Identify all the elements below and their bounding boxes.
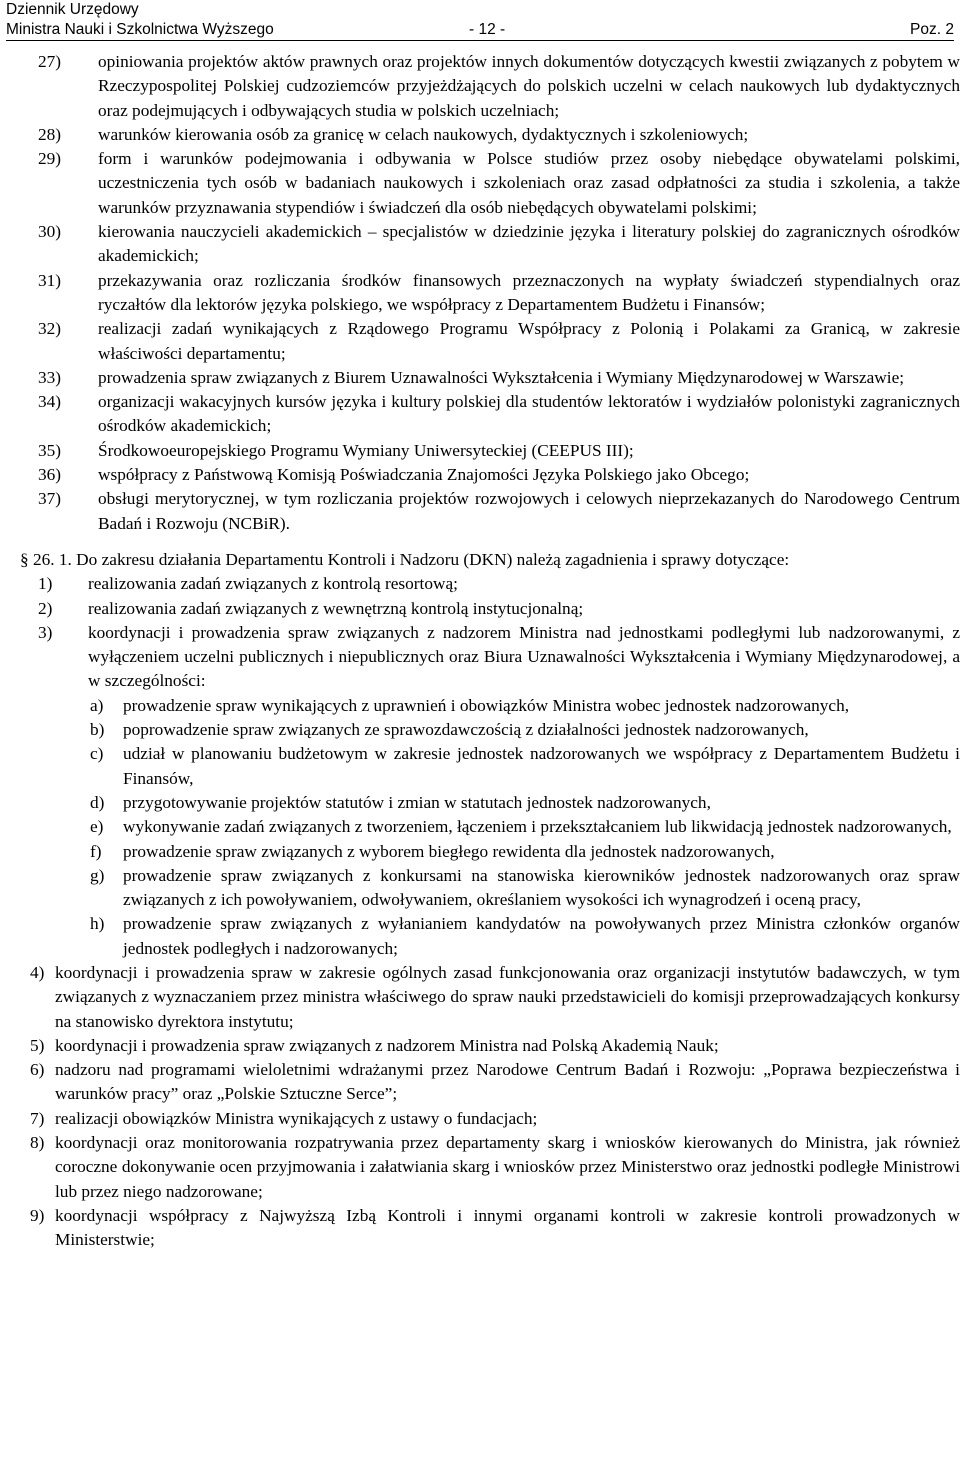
item-text: obsługi merytorycznej, w tym rozliczania projektów rozwojowych i celowych nieprzekazanych do Narodowego Centrum Badań i Rozwoju (NCBiR). bbox=[98, 489, 960, 533]
item-number: e) bbox=[90, 817, 104, 837]
item-number: 4) bbox=[30, 962, 45, 982]
list-item bbox=[0, 1204, 960, 1253]
item-text: prowadzenie spraw związanych z konkursami na stanowiska kierowników jednostek nadzorowanych oraz spraw związanych z ich powoływaniem, odwoływaniem, określaniem wysokości ich wynagrodzeń i oceną pracy, bbox=[123, 865, 960, 910]
item-number: 30) bbox=[38, 222, 62, 242]
item-number: g) bbox=[90, 865, 105, 885]
page-header bbox=[6, 0, 954, 41]
header-row bbox=[6, 20, 954, 41]
item-text: Środkowoeuropejskiego Programu Wymiany Uniwersyteckiej (CEEPUS III); bbox=[98, 440, 634, 460]
list-item bbox=[0, 50, 960, 123]
item-text: realizacji zadań wynikających z Rządowego Programu Współpracy z Polonią i Polakami za Granicą, w zakresie właściwości departamentu; bbox=[98, 319, 960, 363]
item-text: współpracy z Państwową Komisją Poświadczania Znajomości Języka Polskiego jako Obcego; bbox=[98, 465, 750, 485]
item-number: 31) bbox=[38, 270, 62, 290]
item-number: 34) bbox=[38, 392, 62, 412]
item-number: 2) bbox=[38, 598, 53, 618]
list-sub1 bbox=[0, 572, 960, 693]
item-text: realizowania zadań związanych z wewnętrzną kontrolą instytucjonalną; bbox=[88, 598, 584, 618]
item-text: realizowania zadań związanych z kontrolą resortową; bbox=[88, 574, 458, 594]
list-main bbox=[0, 50, 960, 536]
item-text: przekazywania oraz rozliczania środków finansowych przeznaczonych na wypłaty świadczeń stypendialnych oraz ryczałtów dla lektorów języka polskiego, we współpracy z Departamentem Budżetu i Finansów; bbox=[98, 270, 960, 314]
item-text: kierowania nauczycieli akademickich – specjalistów w dziedzinie języka i literatury polskiej do zagranicznych ośrodków akademickich; bbox=[98, 222, 960, 266]
item-text: realizacji obowiązków Ministra wynikających z ustawy o fundacjach; bbox=[55, 1108, 538, 1128]
item-number: f) bbox=[90, 841, 102, 861]
item-number: b) bbox=[90, 720, 105, 740]
item-number: 7) bbox=[30, 1108, 45, 1128]
list-item bbox=[0, 1131, 960, 1204]
item-number: 1) bbox=[38, 574, 53, 594]
ministry-name: Ministra Nauki i Szkolnictwa Wyższego bbox=[6, 21, 274, 38]
item-text: poprowadzenie spraw związanych ze sprawozdawczością z działalności jednostek nadzorowanych, bbox=[123, 720, 809, 740]
list-item bbox=[0, 1058, 960, 1107]
item-text: nadzoru nad programami wieloletnimi wdrażanymi przez Narodowe Centrum Badań i Rozwoju: „Poprawa bezpieczeństwa i warunków pracy” oraz „Polskie Sztuczne Serce”; bbox=[55, 1060, 960, 1104]
item-text: koordynacji współpracy z Najwyższą Izbą Kontroli i innymi organami kontroli w zakresie kontroli prowadzonych w Ministerstwie; bbox=[55, 1205, 960, 1250]
section-lead: § 26. 1. Do zakresu działania Departamentu Kontroli i Nadzoru (DKN) należą zagadnienia i sprawy dotyczące: bbox=[20, 549, 790, 569]
list-item bbox=[0, 961, 960, 1034]
position-number: Poz. 2 bbox=[910, 21, 954, 38]
list-item bbox=[0, 366, 960, 390]
list-item bbox=[0, 864, 960, 913]
list-item bbox=[0, 694, 960, 718]
item-number: c) bbox=[90, 744, 104, 764]
list-item bbox=[0, 439, 960, 463]
item-number: 9) bbox=[30, 1205, 45, 1225]
item-text: wykonywanie zadań związanych z tworzeniem, łączeniem i przekształcaniem lub likwidacją jednostek nadzorowanych, bbox=[123, 817, 952, 837]
item-number: h) bbox=[90, 914, 105, 934]
document-body bbox=[0, 50, 960, 1253]
list-item bbox=[0, 718, 960, 742]
list-item bbox=[0, 791, 960, 815]
list-item bbox=[0, 123, 960, 147]
list-item bbox=[0, 220, 960, 269]
item-text: koordynacji i prowadzenia spraw w zakresie ogólnych zasad funkcjonowania oraz organizacji instytutów badawczych, w tym związanych z wyznaczaniem przez ministra właściwego do spraw nauki przedstawicieli do komisji przeprowadzających konkursy na stanowisko dyrektora instytutu; bbox=[55, 962, 960, 1031]
item-number: 8) bbox=[30, 1133, 45, 1153]
list-sub2 bbox=[0, 694, 960, 961]
item-text: prowadzenia spraw związanych z Biurem Uznawalności Wykształcenia i Wymiany Międzynarodowej w Warszawie; bbox=[98, 367, 905, 387]
list-item bbox=[0, 390, 960, 439]
item-text: prowadzenie spraw związanych z wyłanianiem kandydatów na powoływanych przez Ministra członków organów jednostek podległych i nadzorowanych; bbox=[123, 914, 960, 958]
item-number: 6) bbox=[30, 1060, 45, 1080]
list-item bbox=[0, 621, 960, 694]
list-item bbox=[0, 840, 960, 864]
item-text: prowadzenie spraw wynikających z uprawnień i obowiązków Ministra wobec jednostek nadzorowanych, bbox=[123, 695, 850, 715]
item-number: 36) bbox=[38, 465, 62, 485]
list-item bbox=[0, 742, 960, 791]
item-text: przygotowywanie projektów statutów i zmian w statutach jednostek nadzorowanych, bbox=[123, 792, 711, 812]
item-number: 33) bbox=[38, 367, 62, 387]
journal-title: Dziennik Urzędowy bbox=[6, 1, 139, 18]
list-sub3 bbox=[0, 961, 960, 1253]
item-number: 37) bbox=[38, 489, 62, 509]
list-item bbox=[0, 572, 960, 596]
list-item bbox=[0, 269, 960, 318]
item-number: d) bbox=[90, 792, 105, 812]
item-number: 32) bbox=[38, 319, 62, 339]
list-item bbox=[0, 147, 960, 220]
item-text: udział w planowaniu budżetowym w zakresie jednostek nadzorowanych we współpracy z Departamentem Budżetu i Finansów, bbox=[123, 744, 960, 788]
list-item bbox=[0, 487, 960, 536]
item-number: 5) bbox=[30, 1035, 45, 1055]
list-item bbox=[0, 463, 960, 487]
item-text: koordynacji i prowadzenia spraw związanych z nadzorem Ministra nad jednostkami podległymi lub nadzorowanymi, z wyłączeniem uczelni publicznych i niepublicznych oraz Biura Uznawalności Wykształcenia i Wymiany Międzynarodowej, a w szczególności: bbox=[88, 622, 960, 691]
item-number: 28) bbox=[38, 124, 62, 144]
list-item bbox=[0, 317, 960, 366]
page-number: - 12 - bbox=[469, 21, 506, 38]
item-number: a) bbox=[90, 695, 104, 715]
item-text: warunków kierowania osób za granicę w celach naukowych, dydaktycznych i szkoleniowych; bbox=[98, 124, 749, 144]
list-item bbox=[0, 815, 960, 839]
item-text: prowadzenie spraw związanych z wyborem biegłego rewidenta dla jednostek nadzorowanych, bbox=[123, 841, 775, 861]
item-text: organizacji wakacyjnych kursów języka i kultury polskiej dla studentów lektoratów i wydziałów polonistyki zagranicznych ośrodków akademickich; bbox=[98, 392, 960, 436]
item-text: koordynacji i prowadzenia spraw związanych z nadzorem Ministra nad Polską Akademią Nauk; bbox=[55, 1035, 719, 1055]
list-item bbox=[0, 1034, 960, 1058]
list-item bbox=[0, 1107, 960, 1131]
item-number: 3) bbox=[38, 622, 53, 642]
item-text: koordynacji oraz monitorowania rozpatrywania przez departamenty skarg i wniosków kierowanych do Ministra, jak również coroczne dokonywanie ocen przyjmowania i załatwiania skarg i wniosków przez Ministerstwo oraz jednostki podległe Ministrowi lub przez niego nadzorowane; bbox=[55, 1133, 960, 1201]
item-number: 27) bbox=[38, 52, 62, 71]
item-text: form i warunków podejmowania i odbywania w Polsce studiów przez osoby niebędące obywatelami polskimi, uczestniczenia tych osób w badaniach naukowych i szkoleniach oraz zasad odpłatności za studia i szkolenia, a także warunków przyznawania stypendiów i świadczeń dla osób niebędących obywatelami polskimi; bbox=[98, 149, 960, 217]
list-item bbox=[0, 912, 960, 961]
item-number: 35) bbox=[38, 440, 62, 460]
list-item bbox=[0, 597, 960, 621]
item-number: 29) bbox=[38, 149, 62, 169]
item-text: opiniowania projektów aktów prawnych oraz projektów innych dokumentów dotyczących kwestii związanych z pobytem w Rzeczypospolitej Polskiej cudzoziemców przyjeżdżających do polskich uczelni w celach naukowych lub dydaktycznych oraz podejmujących i odbywających studia w polskich uczelniach; bbox=[98, 52, 960, 120]
